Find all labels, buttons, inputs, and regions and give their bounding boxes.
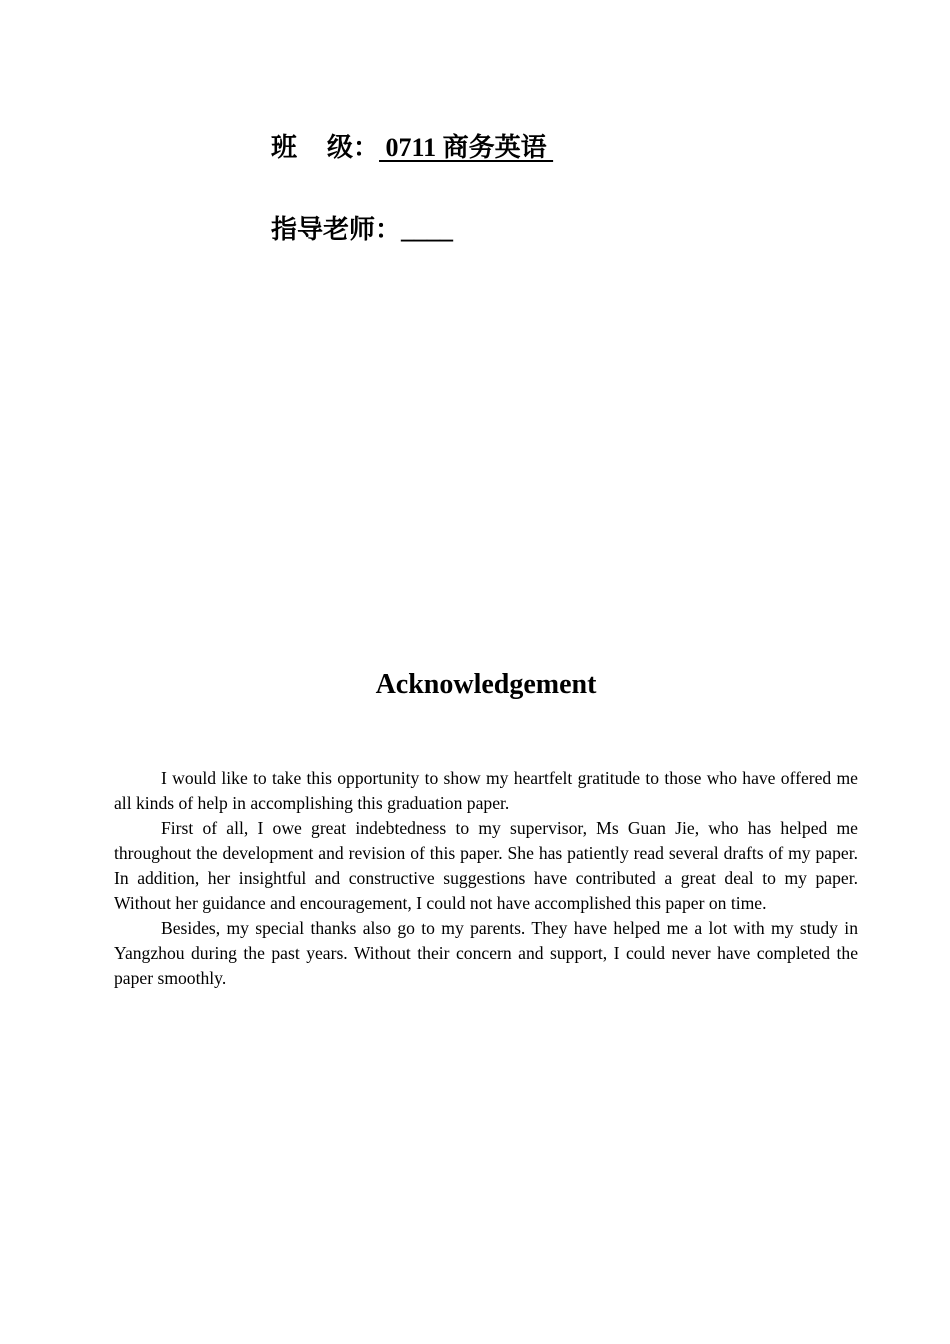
teacher-label: 指导老师：: [271, 215, 402, 244]
class-label: [271, 133, 379, 162]
class-value: 0711 商务英语: [379, 133, 554, 162]
class-label-char1: 班: [271, 133, 298, 162]
acknowledgement-title: Acknowledgement: [375, 669, 597, 700]
teacher-field: [271, 212, 453, 248]
teacher-value: ____: [401, 215, 454, 244]
class-label-char2: 级：: [327, 133, 380, 162]
acknowledgement-body: [114, 766, 858, 991]
class-field: [271, 130, 553, 166]
acknowledgement-paragraph: First of all, I owe great indebtedness to my supervisor, Ms Guan Jie, who has helped me throughout the development and revision of this paper. She has patiently read several drafts of my paper. In addition, her insightful and constructive suggestions have contributed a great deal to my paper. Without her guidance and encouragement, I could not have accomplished this paper on time.: [114, 818, 858, 913]
acknowledgement-paragraph: I would like to take this opportunity to show my heartfelt gratitude to those who have offered me all kinds of help in accomplishing this graduation paper.: [114, 768, 858, 813]
acknowledgement-paragraph: Besides, my special thanks also go to my parents. They have helped me a lot with my study in Yangzhou during the past years. Without their concern and support, I could never have completed the paper smoothly.: [114, 918, 858, 988]
